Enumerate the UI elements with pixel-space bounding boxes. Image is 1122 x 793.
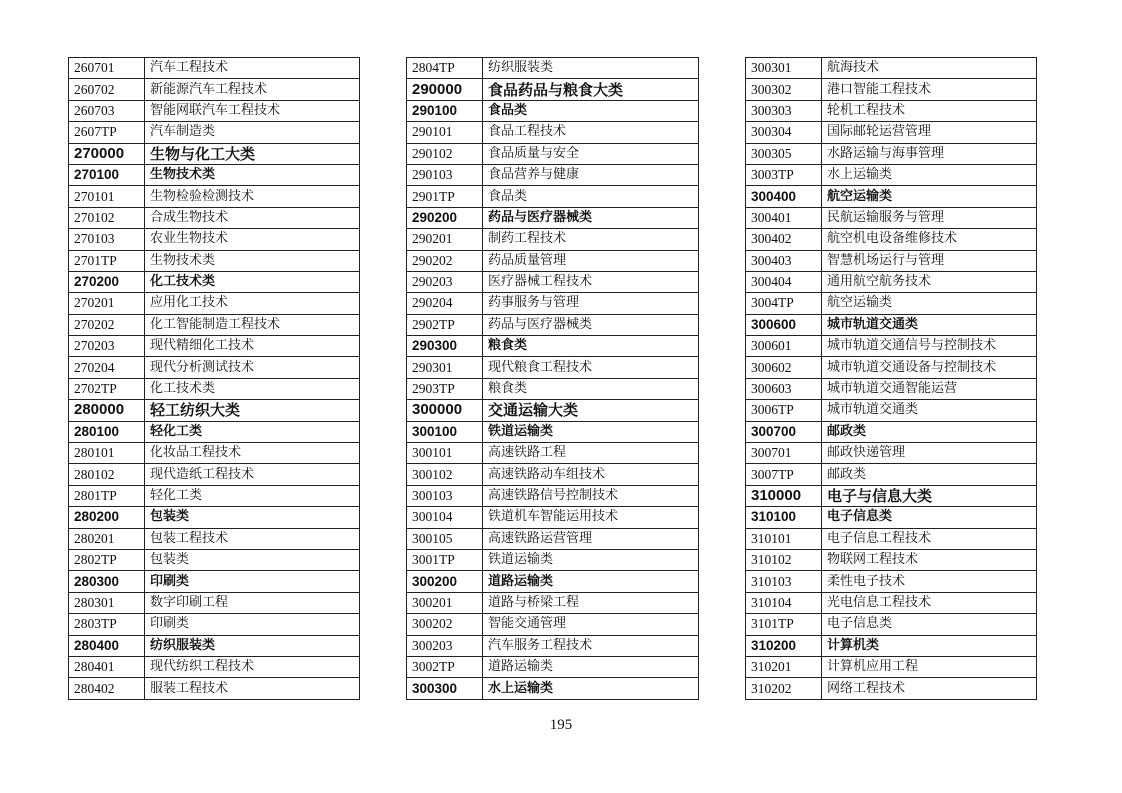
table-row [746,571,1037,592]
major-name-cell: 轮机工程技术 [822,100,1037,121]
major-code-cell: 300402 [746,229,822,250]
major-name-cell: 城市轨道交通智能运营 [822,378,1037,399]
major-name-cell: 城市轨道交通设备与控制技术 [822,357,1037,378]
subcategory-row [746,507,1037,528]
major-name-cell: 交通运输大类 [483,400,699,421]
major-name-cell: 轻工纺织大类 [145,400,360,421]
table-row [746,164,1037,185]
major-code-cell: 3002TP [407,656,483,677]
major-code-cell: 310100 [746,507,822,528]
page-number: 195 [549,717,573,733]
table-row [69,549,360,570]
table-row [407,443,699,464]
major-code-cell: 280301 [69,592,145,613]
table-row [746,143,1037,164]
major-code-cell: 2804TP [407,58,483,79]
major-code-cell: 280101 [69,443,145,464]
major-name-cell: 食品类 [483,100,699,121]
major-code-cell: 290103 [407,164,483,185]
major-name-cell: 水路运输与海事管理 [822,143,1037,164]
major-code-cell: 280400 [69,635,145,656]
major-code-cell: 300400 [746,186,822,207]
major-name-cell: 包装类 [145,549,360,570]
major-code-cell: 2802TP [69,549,145,570]
major-code-cell: 270101 [69,186,145,207]
major-name-cell: 港口智能工程技术 [822,79,1037,100]
table-row [746,207,1037,228]
major-name-cell: 智能交通管理 [483,614,699,635]
table-row [407,58,699,79]
major-code-cell: 280000 [69,400,145,421]
major-name-cell: 药品与医疗器械类 [483,207,699,228]
subcategory-row [69,271,360,292]
major-name-cell: 食品工程技术 [483,122,699,143]
major-name-cell: 化妆品工程技术 [145,443,360,464]
table-row [746,614,1037,635]
major-code-cell: 2801TP [69,485,145,506]
major-code-cell: 260703 [69,100,145,121]
subcategory-row [746,635,1037,656]
major-code-cell: 290000 [407,79,483,100]
major-code-cell: 280401 [69,656,145,677]
table-row [69,336,360,357]
major-code-cell: 270202 [69,314,145,335]
major-code-cell: 280102 [69,464,145,485]
table-row [746,100,1037,121]
table-row [746,250,1037,271]
table-row [407,250,699,271]
table-row [69,357,360,378]
major-name-cell: 药品与医疗器械类 [483,314,699,335]
table-row [407,549,699,570]
table-row [407,378,699,399]
major-name-cell: 包装工程技术 [145,528,360,549]
table-row [407,293,699,314]
major-code-cell: 300202 [407,614,483,635]
table-row [407,357,699,378]
subcategory-row [69,507,360,528]
major-name-cell: 现代纺织工程技术 [145,656,360,677]
major-code-cell: 270203 [69,336,145,357]
major-code-cell: 280300 [69,571,145,592]
table-row [69,614,360,635]
major-name-cell: 现代精细化工技术 [145,336,360,357]
major-code-cell: 280200 [69,507,145,528]
major-name-cell: 化工技术类 [145,378,360,399]
major-name-cell: 生物技术类 [145,250,360,271]
major-code-cell: 270201 [69,293,145,314]
major-code-cell: 280201 [69,528,145,549]
table-row [69,678,360,699]
major-name-cell: 高速铁路工程 [483,443,699,464]
major-code-cell: 270000 [69,143,145,164]
table-row [746,122,1037,143]
major-code-cell: 290202 [407,250,483,271]
major-code-cell: 300105 [407,528,483,549]
table-row [69,186,360,207]
major-code-cell: 290102 [407,143,483,164]
major-name-cell: 电子信息工程技术 [822,528,1037,549]
subcategory-row [69,571,360,592]
major-name-cell: 高速铁路动车组技术 [483,464,699,485]
table-row [407,507,699,528]
major-name-cell: 制药工程技术 [483,229,699,250]
table-row [407,614,699,635]
major-name-cell: 医疗器械工程技术 [483,271,699,292]
major-name-cell: 药品质量管理 [483,250,699,271]
subcategory-row [407,336,699,357]
major-code-cell: 2901TP [407,186,483,207]
major-name-cell: 城市轨道交通信号与控制技术 [822,336,1037,357]
major-name-cell: 食品营养与健康 [483,164,699,185]
major-name-cell: 智能网联汽车工程技术 [145,100,360,121]
major-name-cell: 电子信息类 [822,614,1037,635]
table-row [746,443,1037,464]
major-code-cell: 310202 [746,678,822,699]
major-name-cell: 邮政类 [822,464,1037,485]
major-name-cell: 高速铁路运营管理 [483,528,699,549]
major-name-cell: 航空机电设备维修技术 [822,229,1037,250]
category-row [69,143,360,164]
major-code-cell: 300302 [746,79,822,100]
major-name-cell: 生物检验检测技术 [145,186,360,207]
major-name-cell: 化工智能制造工程技术 [145,314,360,335]
major-table-column-2 [406,57,699,700]
table-row [69,207,360,228]
major-name-cell: 汽车服务工程技术 [483,635,699,656]
major-name-cell: 数字印刷工程 [145,592,360,613]
table-row [746,271,1037,292]
table-row [746,58,1037,79]
table-row [69,79,360,100]
major-code-cell: 2803TP [69,614,145,635]
major-code-cell: 2902TP [407,314,483,335]
table-row [69,314,360,335]
table-row [746,464,1037,485]
major-name-cell: 计算机类 [822,635,1037,656]
major-code-cell: 310200 [746,635,822,656]
major-code-cell: 3001TP [407,549,483,570]
table-row [69,293,360,314]
major-name-cell: 轻化工类 [145,421,360,442]
major-name-cell: 电子信息类 [822,507,1037,528]
major-code-cell: 300000 [407,400,483,421]
table-row [407,186,699,207]
category-row [746,485,1037,506]
major-name-cell: 铁道运输类 [483,421,699,442]
major-name-cell: 物联网工程技术 [822,549,1037,570]
major-code-cell: 2903TP [407,378,483,399]
table-row [746,378,1037,399]
major-name-cell: 汽车工程技术 [145,58,360,79]
major-code-cell: 290201 [407,229,483,250]
major-code-cell: 300305 [746,143,822,164]
major-code-cell: 290200 [407,207,483,228]
major-name-cell: 化工技术类 [145,271,360,292]
major-name-cell: 现代分析测试技术 [145,357,360,378]
major-name-cell: 汽车制造类 [145,122,360,143]
table-row [69,378,360,399]
table-row [746,293,1037,314]
major-code-cell: 270102 [69,207,145,228]
major-code-cell: 300203 [407,635,483,656]
major-name-cell: 食品类 [483,186,699,207]
major-name-cell: 邮政快递管理 [822,443,1037,464]
major-code-cell: 2607TP [69,122,145,143]
major-name-cell: 粮食类 [483,378,699,399]
table-row [407,122,699,143]
major-code-cell: 270100 [69,164,145,185]
major-code-cell: 300601 [746,336,822,357]
major-name-cell: 新能源汽车工程技术 [145,79,360,100]
subcategory-row [407,421,699,442]
major-code-cell: 300201 [407,592,483,613]
table-row [407,656,699,677]
major-code-cell: 300303 [746,100,822,121]
major-table-column-1 [68,57,360,700]
table-body [407,58,699,700]
major-name-cell: 道路与桥梁工程 [483,592,699,613]
subcategory-row [69,421,360,442]
subcategory-row [407,207,699,228]
major-name-cell: 铁道运输类 [483,549,699,570]
table-row [69,464,360,485]
table-row [69,100,360,121]
major-name-cell: 生物技术类 [145,164,360,185]
major-code-cell: 270200 [69,271,145,292]
major-name-cell: 光电信息工程技术 [822,592,1037,613]
major-code-cell: 300101 [407,443,483,464]
major-name-cell: 印刷类 [145,614,360,635]
major-code-cell: 290101 [407,122,483,143]
major-code-cell: 300602 [746,357,822,378]
table-row [69,229,360,250]
table-row [69,528,360,549]
major-name-cell: 航海技术 [822,58,1037,79]
major-code-cell: 300403 [746,250,822,271]
table-row [746,336,1037,357]
table-row [69,250,360,271]
major-name-cell: 道路运输类 [483,656,699,677]
major-code-cell: 310103 [746,571,822,592]
major-code-cell: 290300 [407,336,483,357]
major-code-cell: 310102 [746,549,822,570]
major-code-cell: 300701 [746,443,822,464]
major-name-cell: 生物与化工大类 [145,143,360,164]
table-row [407,485,699,506]
table-row [407,229,699,250]
major-table-column-3 [745,57,1037,700]
subcategory-row [407,100,699,121]
table-row [746,592,1037,613]
table-row [407,314,699,335]
table-row [746,400,1037,421]
major-name-cell: 食品药品与粮食大类 [483,79,699,100]
major-code-cell: 310101 [746,528,822,549]
major-code-cell: 280402 [69,678,145,699]
major-code-cell: 300404 [746,271,822,292]
table-row [746,357,1037,378]
major-name-cell: 印刷类 [145,571,360,592]
table-row [69,122,360,143]
table-row [746,678,1037,699]
major-code-cell: 3004TP [746,293,822,314]
subcategory-row [69,635,360,656]
major-code-cell: 270204 [69,357,145,378]
major-name-cell: 民航运输服务与管理 [822,207,1037,228]
table-body [746,58,1037,700]
table-row [69,443,360,464]
table-row [407,464,699,485]
major-name-cell: 轻化工类 [145,485,360,506]
table-row [407,635,699,656]
major-code-cell: 300102 [407,464,483,485]
major-code-cell: 2701TP [69,250,145,271]
table-row [407,528,699,549]
table-row [407,271,699,292]
major-code-cell: 300603 [746,378,822,399]
major-code-cell: 3006TP [746,400,822,421]
major-code-cell: 300301 [746,58,822,79]
major-name-cell: 现代粮食工程技术 [483,357,699,378]
major-name-cell: 智慧机场运行与管理 [822,250,1037,271]
major-code-cell: 2702TP [69,378,145,399]
major-code-cell: 300103 [407,485,483,506]
major-code-cell: 3003TP [746,164,822,185]
major-name-cell: 食品质量与安全 [483,143,699,164]
subcategory-row [407,678,699,699]
major-code-cell: 280100 [69,421,145,442]
major-name-cell: 网络工程技术 [822,678,1037,699]
category-row [407,400,699,421]
table-row [69,485,360,506]
subcategory-row [746,314,1037,335]
major-name-cell: 通用航空航务技术 [822,271,1037,292]
major-name-cell: 包装类 [145,507,360,528]
subcategory-row [746,186,1037,207]
major-code-cell: 3101TP [746,614,822,635]
major-name-cell: 铁道机车智能运用技术 [483,507,699,528]
major-name-cell: 现代造纸工程技术 [145,464,360,485]
major-code-cell: 310201 [746,656,822,677]
major-name-cell: 纺织服装类 [145,635,360,656]
major-name-cell: 合成生物技术 [145,207,360,228]
major-name-cell: 航空运输类 [822,186,1037,207]
major-name-cell: 航空运输类 [822,293,1037,314]
table-row [746,549,1037,570]
major-code-cell: 300100 [407,421,483,442]
major-name-cell: 服装工程技术 [145,678,360,699]
table-row [69,656,360,677]
subcategory-row [69,164,360,185]
major-code-cell: 300104 [407,507,483,528]
major-code-cell: 300304 [746,122,822,143]
major-name-cell: 粮食类 [483,336,699,357]
major-name-cell: 水上运输类 [822,164,1037,185]
category-row [69,400,360,421]
major-name-cell: 农业生物技术 [145,229,360,250]
major-name-cell: 城市轨道交通类 [822,400,1037,421]
table-row [69,58,360,79]
major-code-cell: 260701 [69,58,145,79]
major-code-cell: 300700 [746,421,822,442]
major-code-cell: 290301 [407,357,483,378]
table-row [407,592,699,613]
major-name-cell: 柔性电子技术 [822,571,1037,592]
major-name-cell: 纺织服装类 [483,58,699,79]
table-row [407,164,699,185]
major-code-cell: 270103 [69,229,145,250]
table-row [407,143,699,164]
major-code-cell: 290203 [407,271,483,292]
major-name-cell: 邮政类 [822,421,1037,442]
subcategory-row [746,421,1037,442]
table-body [69,58,360,700]
table-row [746,528,1037,549]
major-code-cell: 260702 [69,79,145,100]
major-name-cell: 高速铁路信号控制技术 [483,485,699,506]
major-name-cell: 水上运输类 [483,678,699,699]
major-code-cell: 300600 [746,314,822,335]
major-name-cell: 道路运输类 [483,571,699,592]
major-code-cell: 300401 [746,207,822,228]
major-code-cell: 310000 [746,485,822,506]
major-name-cell: 计算机应用工程 [822,656,1037,677]
table-row [69,592,360,613]
table-row [746,656,1037,677]
major-code-cell: 300200 [407,571,483,592]
table-row [746,79,1037,100]
category-row [407,79,699,100]
major-code-cell: 290100 [407,100,483,121]
major-code-cell: 300300 [407,678,483,699]
table-row [746,229,1037,250]
major-name-cell: 城市轨道交通类 [822,314,1037,335]
major-code-cell: 3007TP [746,464,822,485]
subcategory-row [407,571,699,592]
major-name-cell: 国际邮轮运营管理 [822,122,1037,143]
major-name-cell: 电子与信息大类 [822,485,1037,506]
major-name-cell: 应用化工技术 [145,293,360,314]
major-name-cell: 药事服务与管理 [483,293,699,314]
major-code-cell: 310104 [746,592,822,613]
major-code-cell: 290204 [407,293,483,314]
